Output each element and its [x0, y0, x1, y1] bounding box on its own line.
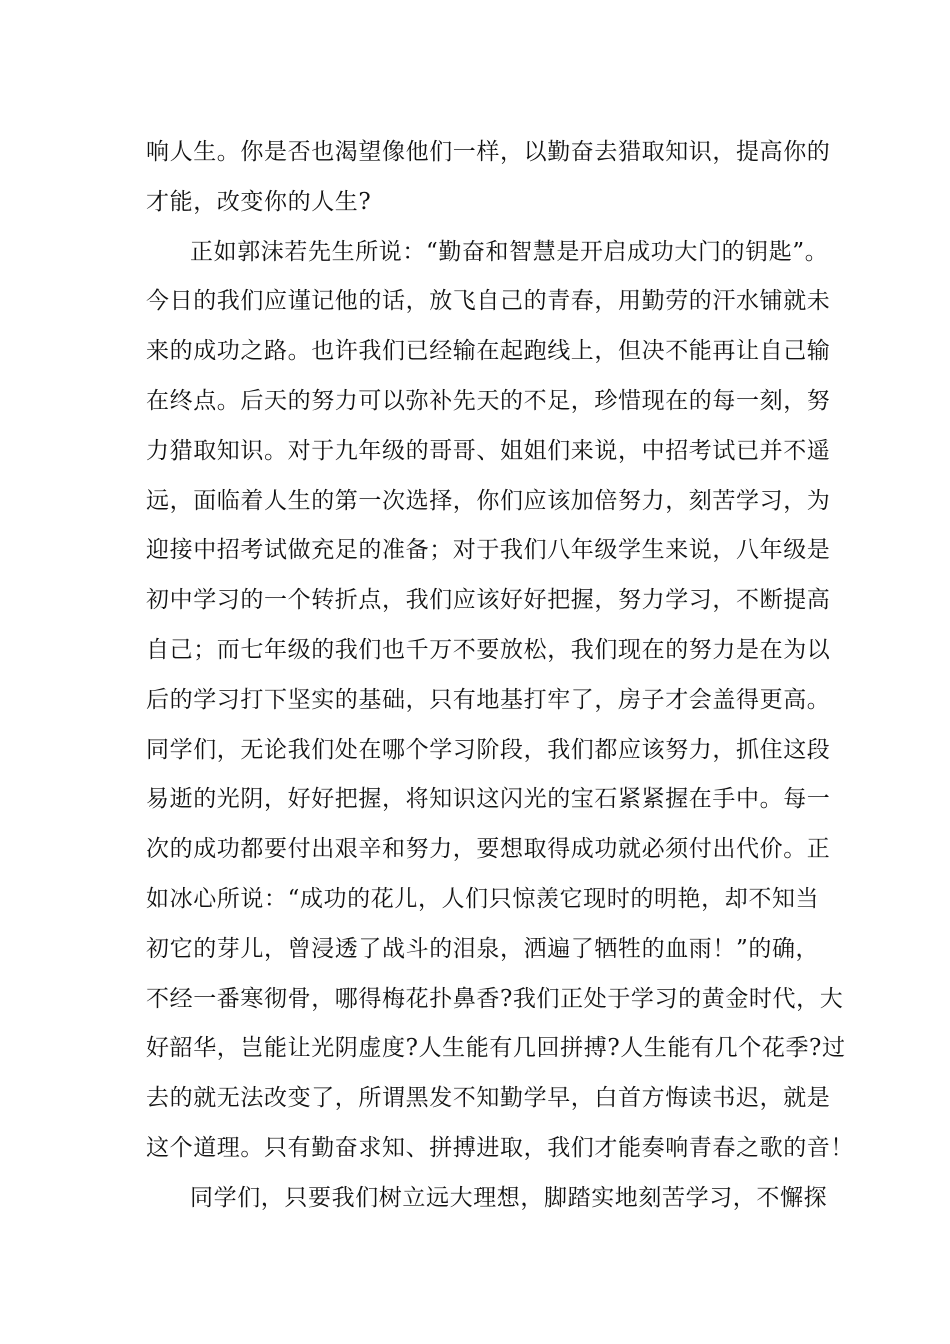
body-text	[146, 128, 854, 1224]
text-line: 自己；而七年级的我们也千万不要放松，我们现在的努力是在为以	[146, 636, 831, 663]
text-line: 去的就无法改变了，所谓黑发不知勤学早，白首方悔读书迟，就是	[146, 1085, 831, 1112]
text-line: 次的成功都要付出艰辛和努力，要想取得成功就必须付出代价。正	[146, 836, 831, 863]
text-line: 响人生。你是否也渴望像他们一样，以勤奋去猎取知识，提高你的	[146, 139, 831, 165]
text-line: 来的成功之路。也许我们已经输在起跑线上，但决不能再让自己输	[146, 338, 831, 365]
text-line: 迎接中招考试做充足的准备；对于我们八年级学生来说，八年级是	[146, 537, 831, 564]
text-line: 远，面临着人生的第一次选择，你们应该加倍努力，刻苦学习，为	[146, 487, 831, 514]
text-line: 今日的我们应谨记他的话，放飞自己的青春，用勤劳的汗水铺就未	[146, 288, 831, 315]
text-line: 力猎取知识。对于九年级的哥哥、姐姐们来说，中招考试已并不遥	[146, 437, 831, 464]
text-line: 这个道理。只有勤奋求知、拼搏进取，我们才能奏响青春之歌的音！	[146, 1134, 854, 1161]
text-line: 如冰心所说：“成功的花儿，人们只惊羡它现时的明艳，却不知当	[146, 885, 820, 912]
paragraph-start-line: 正如郭沫若先生所说：“勤奋和智慧是开启成功大门的钥匙”。	[190, 238, 829, 265]
paragraph-start-line: 同学们，只要我们树立远大理想，脚踏实地刻苦学习，不懈探	[190, 1184, 828, 1211]
text-line: 后的学习打下坚实的基础，只有地基打牢了，房子才会盖得更高。	[146, 686, 831, 713]
text-line: 好韶华，岂能让光阴虚度?人生能有几回拼搏?人生能有几个花季?过	[146, 1035, 846, 1062]
text-line: 同学们，无论我们处在哪个学习阶段，我们都应该努力，抓住这段	[146, 736, 831, 763]
text-line: 不经一番寒彻骨，哪得梅花扑鼻香?我们正处于学习的黄金时代，大	[146, 985, 844, 1012]
text-line: 易逝的光阴，好好把握，将知识这闪光的宝石紧紧握在手中。每一	[146, 786, 831, 813]
text-line: 才能，改变你的人生?	[146, 188, 372, 215]
text-line: 初中学习的一个转折点，我们应该好好把握，努力学习，不断提高	[146, 587, 831, 614]
text-line: 在终点。后天的努力可以弥补先天的不足，珍惜现在的每一刻，努	[146, 387, 831, 414]
text-line: 初它的芽儿，曾浸透了战斗的泪泉，洒遍了牺牲的血雨！”的确，	[146, 935, 820, 962]
